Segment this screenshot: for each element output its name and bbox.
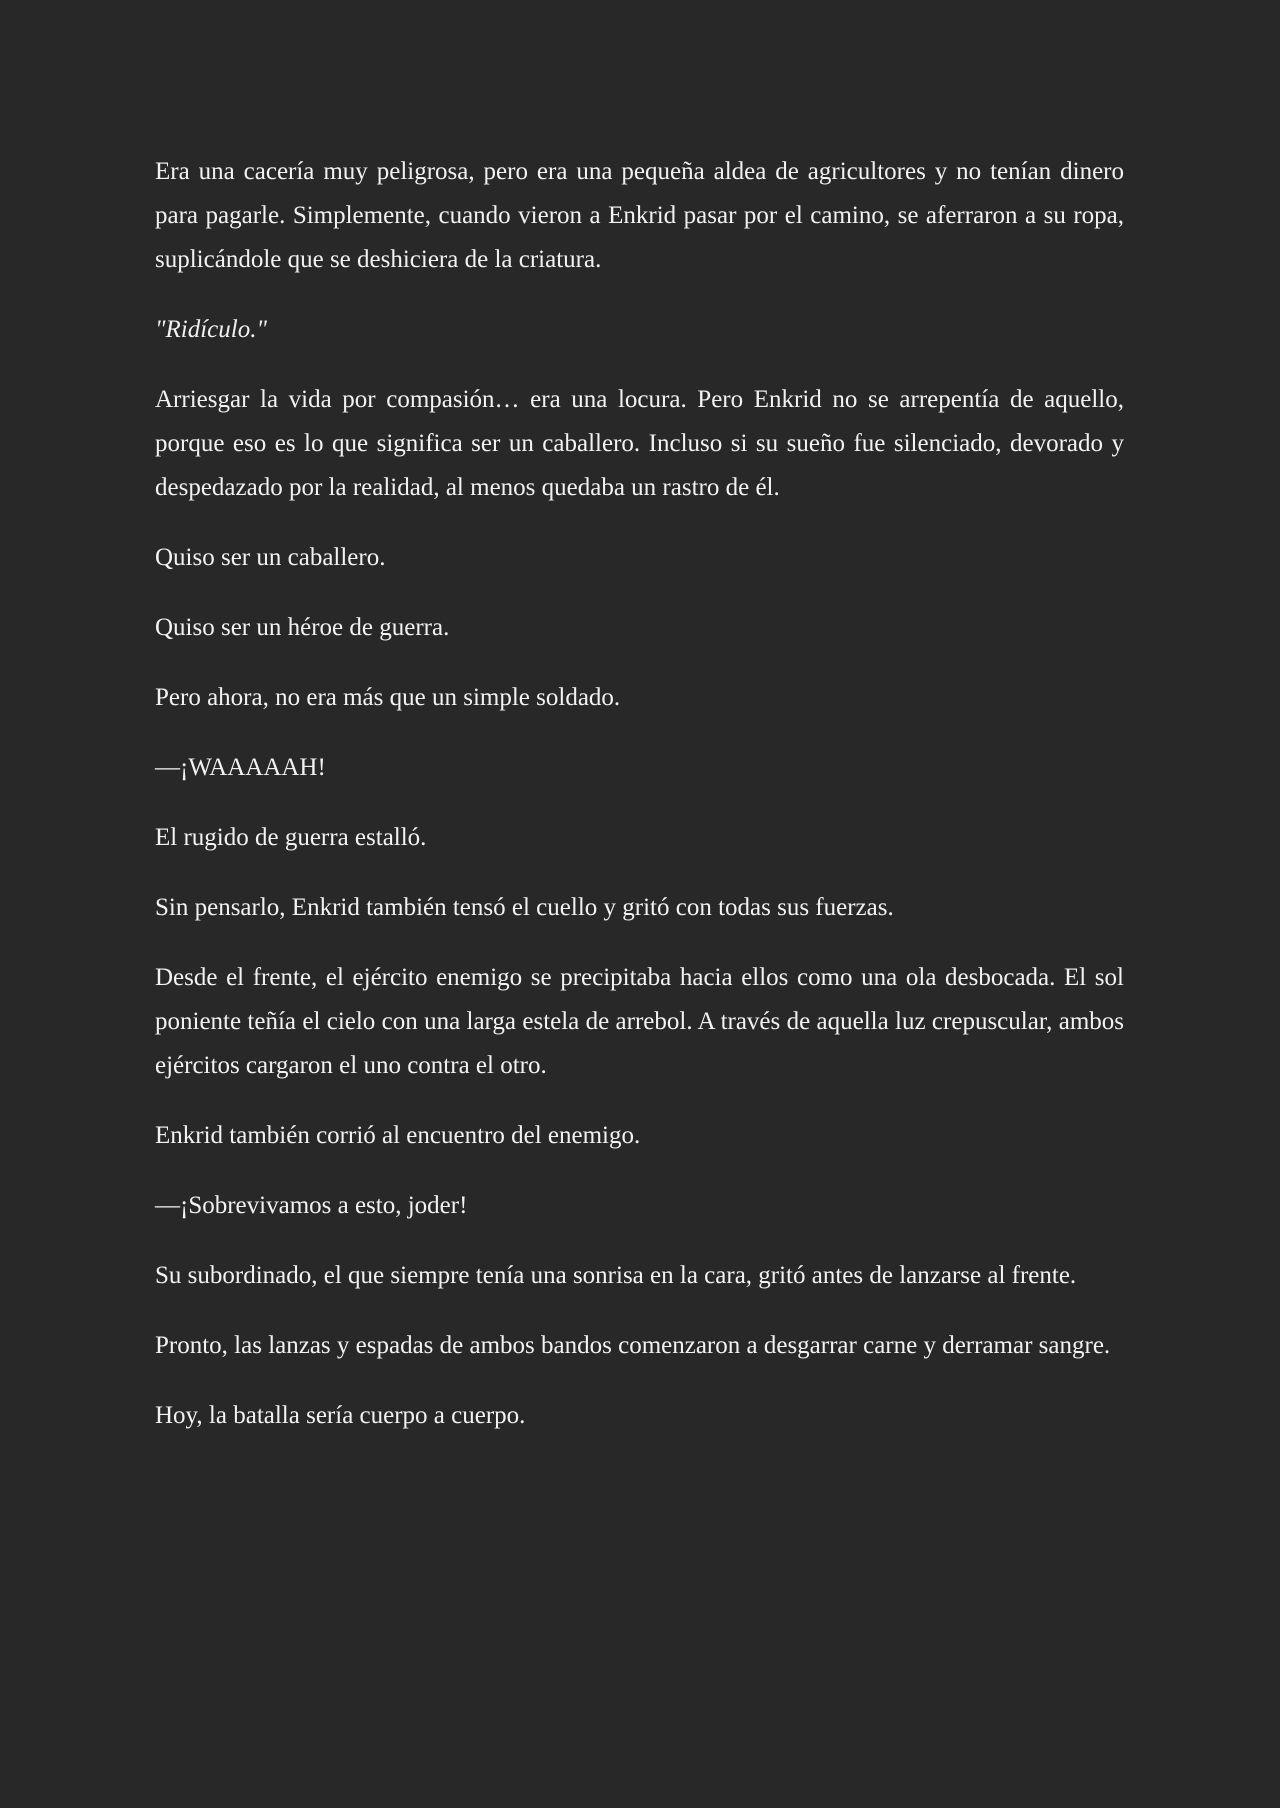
paragraph-compassion: Arriesgar la vida por compasión… era una locura. Pero Enkrid no se arrepentía de aquello, porque eso es lo que significa ser un caballero. Incluso si su sueño fue silenciado, devorado y despedazado por la realidad, al menos quedaba un rastro de él. <box>155 386 1124 501</box>
paragraph-knight: Quiso ser un caballero. <box>155 544 386 571</box>
paragraph-close-combat: Hoy, la batalla sería cuerpo a cuerpo. <box>155 1402 526 1429</box>
paragraph-spears: Pronto, las lanzas y espadas de ambos bandos comenzaron a desgarrar carne y derramar sangre. <box>155 1332 1111 1359</box>
paragraph-enkrid-runs: Enkrid también corrió al encuentro del enemigo. <box>155 1122 641 1149</box>
paragraph-enkrid-shouts: Sin pensarlo, Enkrid también tensó el cuello y gritó con todas sus fuerzas. <box>155 894 894 921</box>
paragraph-war-hero: Quiso ser un héroe de guerra. <box>155 614 450 641</box>
paragraph-enemy-charge: Desde el frente, el ejército enemigo se precipitaba hacia ellos como una ola desbocada. El sol poniente teñía el cielo con una larga estela de arrebol. A través de aquella luz crepuscular, ambos ejércitos cargaron el uno contra el otro. <box>155 964 1124 1079</box>
paragraph-battle-cry: —¡WAAAAAH! <box>155 754 326 781</box>
paragraph-soldier: Pero ahora, no era más que un simple soldado. <box>155 684 621 711</box>
paragraph-subordinate: Su subordinado, el que siempre tenía una sonrisa en la cara, gritó antes de lanzarse al frente. <box>155 1262 1077 1289</box>
paragraph-roar: El rugido de guerra estalló. <box>155 824 427 851</box>
paragraph-hunt: Era una cacería muy peligrosa, pero era una pequeña aldea de agricultores y no tenían dinero para pagarle. Simplemente, cuando vieron a Enkrid pasar por el camino, se aferraron a su ropa, suplicándole que se deshiciera de la criatura. <box>155 158 1124 273</box>
paragraph-thought-ridiculo: "Ridículo." <box>155 316 267 343</box>
document-body <box>155 150 1124 1464</box>
paragraph-survive: —¡Sobrevivamos a esto, joder! <box>155 1192 468 1219</box>
